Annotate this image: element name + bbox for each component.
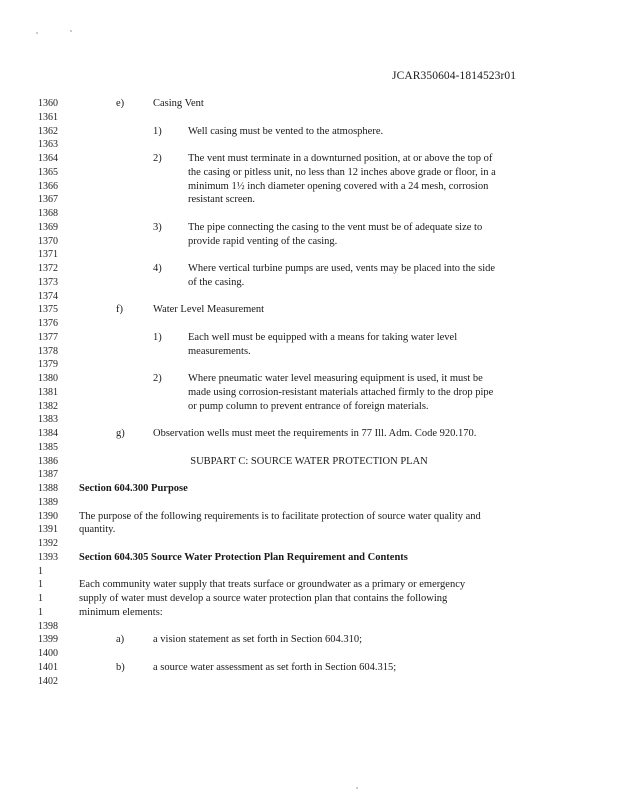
item-label: 2) (153, 153, 162, 164)
document-line (0, 482, 618, 496)
line-number: 1386 (38, 455, 58, 467)
item-label: a) (116, 634, 125, 646)
line-text: The purpose of the following requirements is to facilitate protection of source water quality and (79, 510, 481, 522)
line-text: measurements. (188, 345, 251, 357)
document-line (0, 372, 618, 386)
line-number: 1362 (38, 125, 58, 137)
line-text: resistant screen. (188, 194, 256, 206)
document-line (0, 675, 618, 689)
line-number: 1382 (38, 400, 58, 412)
line-number: 1372 (38, 263, 58, 274)
line-number: 1377 (38, 331, 58, 343)
line-text: Water Level Measurement (153, 304, 265, 316)
document-line (0, 427, 618, 441)
scan-speck (70, 30, 72, 32)
section-heading: Section 604.300 Purpose (79, 483, 188, 494)
line-number: 1 (38, 579, 43, 591)
document-line (0, 166, 618, 180)
line-number: 1392 (38, 538, 58, 549)
line-text: Where vertical turbine pumps are used, vents may be placed into the side (188, 263, 496, 274)
scan-speck (356, 787, 358, 789)
document-line (0, 523, 618, 537)
line-number: 1379 (38, 359, 58, 371)
document-line (0, 303, 618, 317)
item-label: 3) (153, 221, 162, 233)
document-line (0, 180, 618, 194)
document-line (0, 331, 618, 345)
line-number: 1363 (38, 139, 58, 151)
line-number: 1378 (38, 345, 58, 357)
scan-speck (36, 32, 38, 34)
line-text: supply of water must develop a source water protection plan that contains the following (79, 593, 448, 604)
document-line (0, 235, 618, 249)
line-text: provide rapid venting of the casing. (188, 235, 338, 247)
subpart-heading: SUBPART C: SOURCE WATER PROTECTION PLAN (190, 455, 428, 467)
line-number: 1391 (38, 524, 58, 536)
line-number: 1 (38, 606, 43, 618)
document-line (0, 262, 618, 276)
line-number: 1368 (38, 208, 58, 219)
document-line (0, 441, 618, 455)
line-number: 1361 (38, 111, 58, 123)
document-line (0, 606, 618, 620)
document-line (0, 358, 618, 372)
line-text: a vision statement as set forth in Section 604.310; (153, 634, 363, 646)
document-line (0, 496, 618, 510)
line-number: 1384 (38, 428, 58, 439)
document-line (0, 317, 618, 331)
line-number: 1370 (38, 235, 58, 247)
line-number: 1401 (38, 661, 58, 673)
line-number: 1366 (38, 180, 58, 192)
document-line (0, 413, 618, 427)
item-label: f) (116, 304, 123, 316)
line-number: 1393 (38, 551, 58, 563)
item-label: 4) (153, 263, 162, 274)
line-number: 1374 (38, 290, 58, 302)
line-text: quantity. (79, 524, 116, 536)
line-text: Each well must be equipped with a means for taking water level (188, 331, 458, 343)
document-line (0, 193, 618, 207)
line-text: the casing or pitless unit, no less than 12 inches above grade or floor, in a (188, 166, 496, 178)
document-line (0, 661, 618, 675)
document-line (0, 468, 618, 482)
document-line (0, 248, 618, 262)
line-number: 1385 (38, 441, 58, 453)
document-line (0, 276, 618, 290)
item-label: b) (116, 661, 125, 673)
document-line (0, 111, 618, 125)
line-text: Each community water supply that treats surface or groundwater as a primary or emergency (79, 579, 466, 591)
document-line (0, 551, 618, 565)
line-text: Casing Vent (153, 98, 204, 109)
line-number: 1365 (38, 166, 58, 178)
document-line (0, 510, 618, 524)
line-number: 1371 (38, 249, 58, 261)
line-number: 1381 (38, 386, 58, 398)
line-text: Where pneumatic water level measuring equipment is used, it must be (188, 373, 483, 384)
line-number: 1376 (38, 318, 58, 329)
document-line (0, 207, 618, 221)
document-line (0, 138, 618, 152)
line-text: Well casing must be vented to the atmosphere. (188, 125, 384, 137)
document-line (0, 290, 618, 304)
item-label: 1) (153, 331, 162, 343)
line-number: 1380 (38, 373, 58, 384)
line-number: 1398 (38, 620, 58, 632)
line-text: or pump column to prevent entrance of foreign materials. (188, 400, 429, 412)
line-number: 1402 (38, 675, 58, 687)
document-id: JCAR350604-1814523r01 (392, 70, 517, 82)
document-line (0, 647, 618, 661)
item-label: 2) (153, 373, 162, 384)
document-line (0, 125, 618, 139)
item-label: g) (116, 428, 125, 439)
line-number: 1390 (38, 510, 58, 522)
document-line (0, 400, 618, 414)
line-text: minimum 1½ inch diameter opening covered with a 24 mesh, corrosion (188, 180, 489, 192)
document-line (0, 386, 618, 400)
document-line (0, 578, 618, 592)
line-number: 1388 (38, 483, 58, 494)
line-number: 1375 (38, 304, 58, 316)
line-text: of the casing. (188, 276, 245, 288)
line-text: Observation wells must meet the requirements in 77 Ill. Adm. Code 920.170. (153, 428, 477, 439)
line-number: 1 (38, 593, 43, 604)
document-line (0, 565, 618, 579)
line-text: minimum elements: (79, 606, 163, 618)
document-line (0, 97, 618, 111)
line-number: 1400 (38, 648, 58, 659)
line-number: 1389 (38, 496, 58, 508)
line-number: 1 (38, 565, 43, 577)
line-number: 1399 (38, 634, 58, 646)
document-line (0, 345, 618, 359)
line-number: 1387 (38, 469, 58, 481)
document-line (0, 221, 618, 235)
line-text: made using corrosion-resistant materials attached firmly to the drop pipe (188, 386, 494, 398)
line-text: The vent must terminate in a downturned position, at or above the top of (188, 153, 493, 164)
item-label: e) (116, 98, 125, 109)
line-text: a source water assessment as set forth in Section 604.315; (153, 661, 397, 673)
document-line (0, 592, 618, 606)
document-line (0, 537, 618, 551)
line-number: 1383 (38, 414, 58, 426)
line-text: The pipe connecting the casing to the vent must be of adequate size to (188, 221, 483, 233)
document-line (0, 455, 618, 469)
line-number: 1373 (38, 276, 58, 288)
document-line (0, 633, 618, 647)
line-number: 1369 (38, 221, 58, 233)
line-number: 1360 (38, 98, 58, 109)
line-number: 1364 (38, 153, 58, 164)
document-line (0, 152, 618, 166)
document-line (0, 620, 618, 634)
line-number: 1367 (38, 194, 58, 206)
section-heading: Section 604.305 Source Water Protection Plan Requirement and Contents (79, 551, 408, 563)
item-label: 1) (153, 125, 162, 137)
